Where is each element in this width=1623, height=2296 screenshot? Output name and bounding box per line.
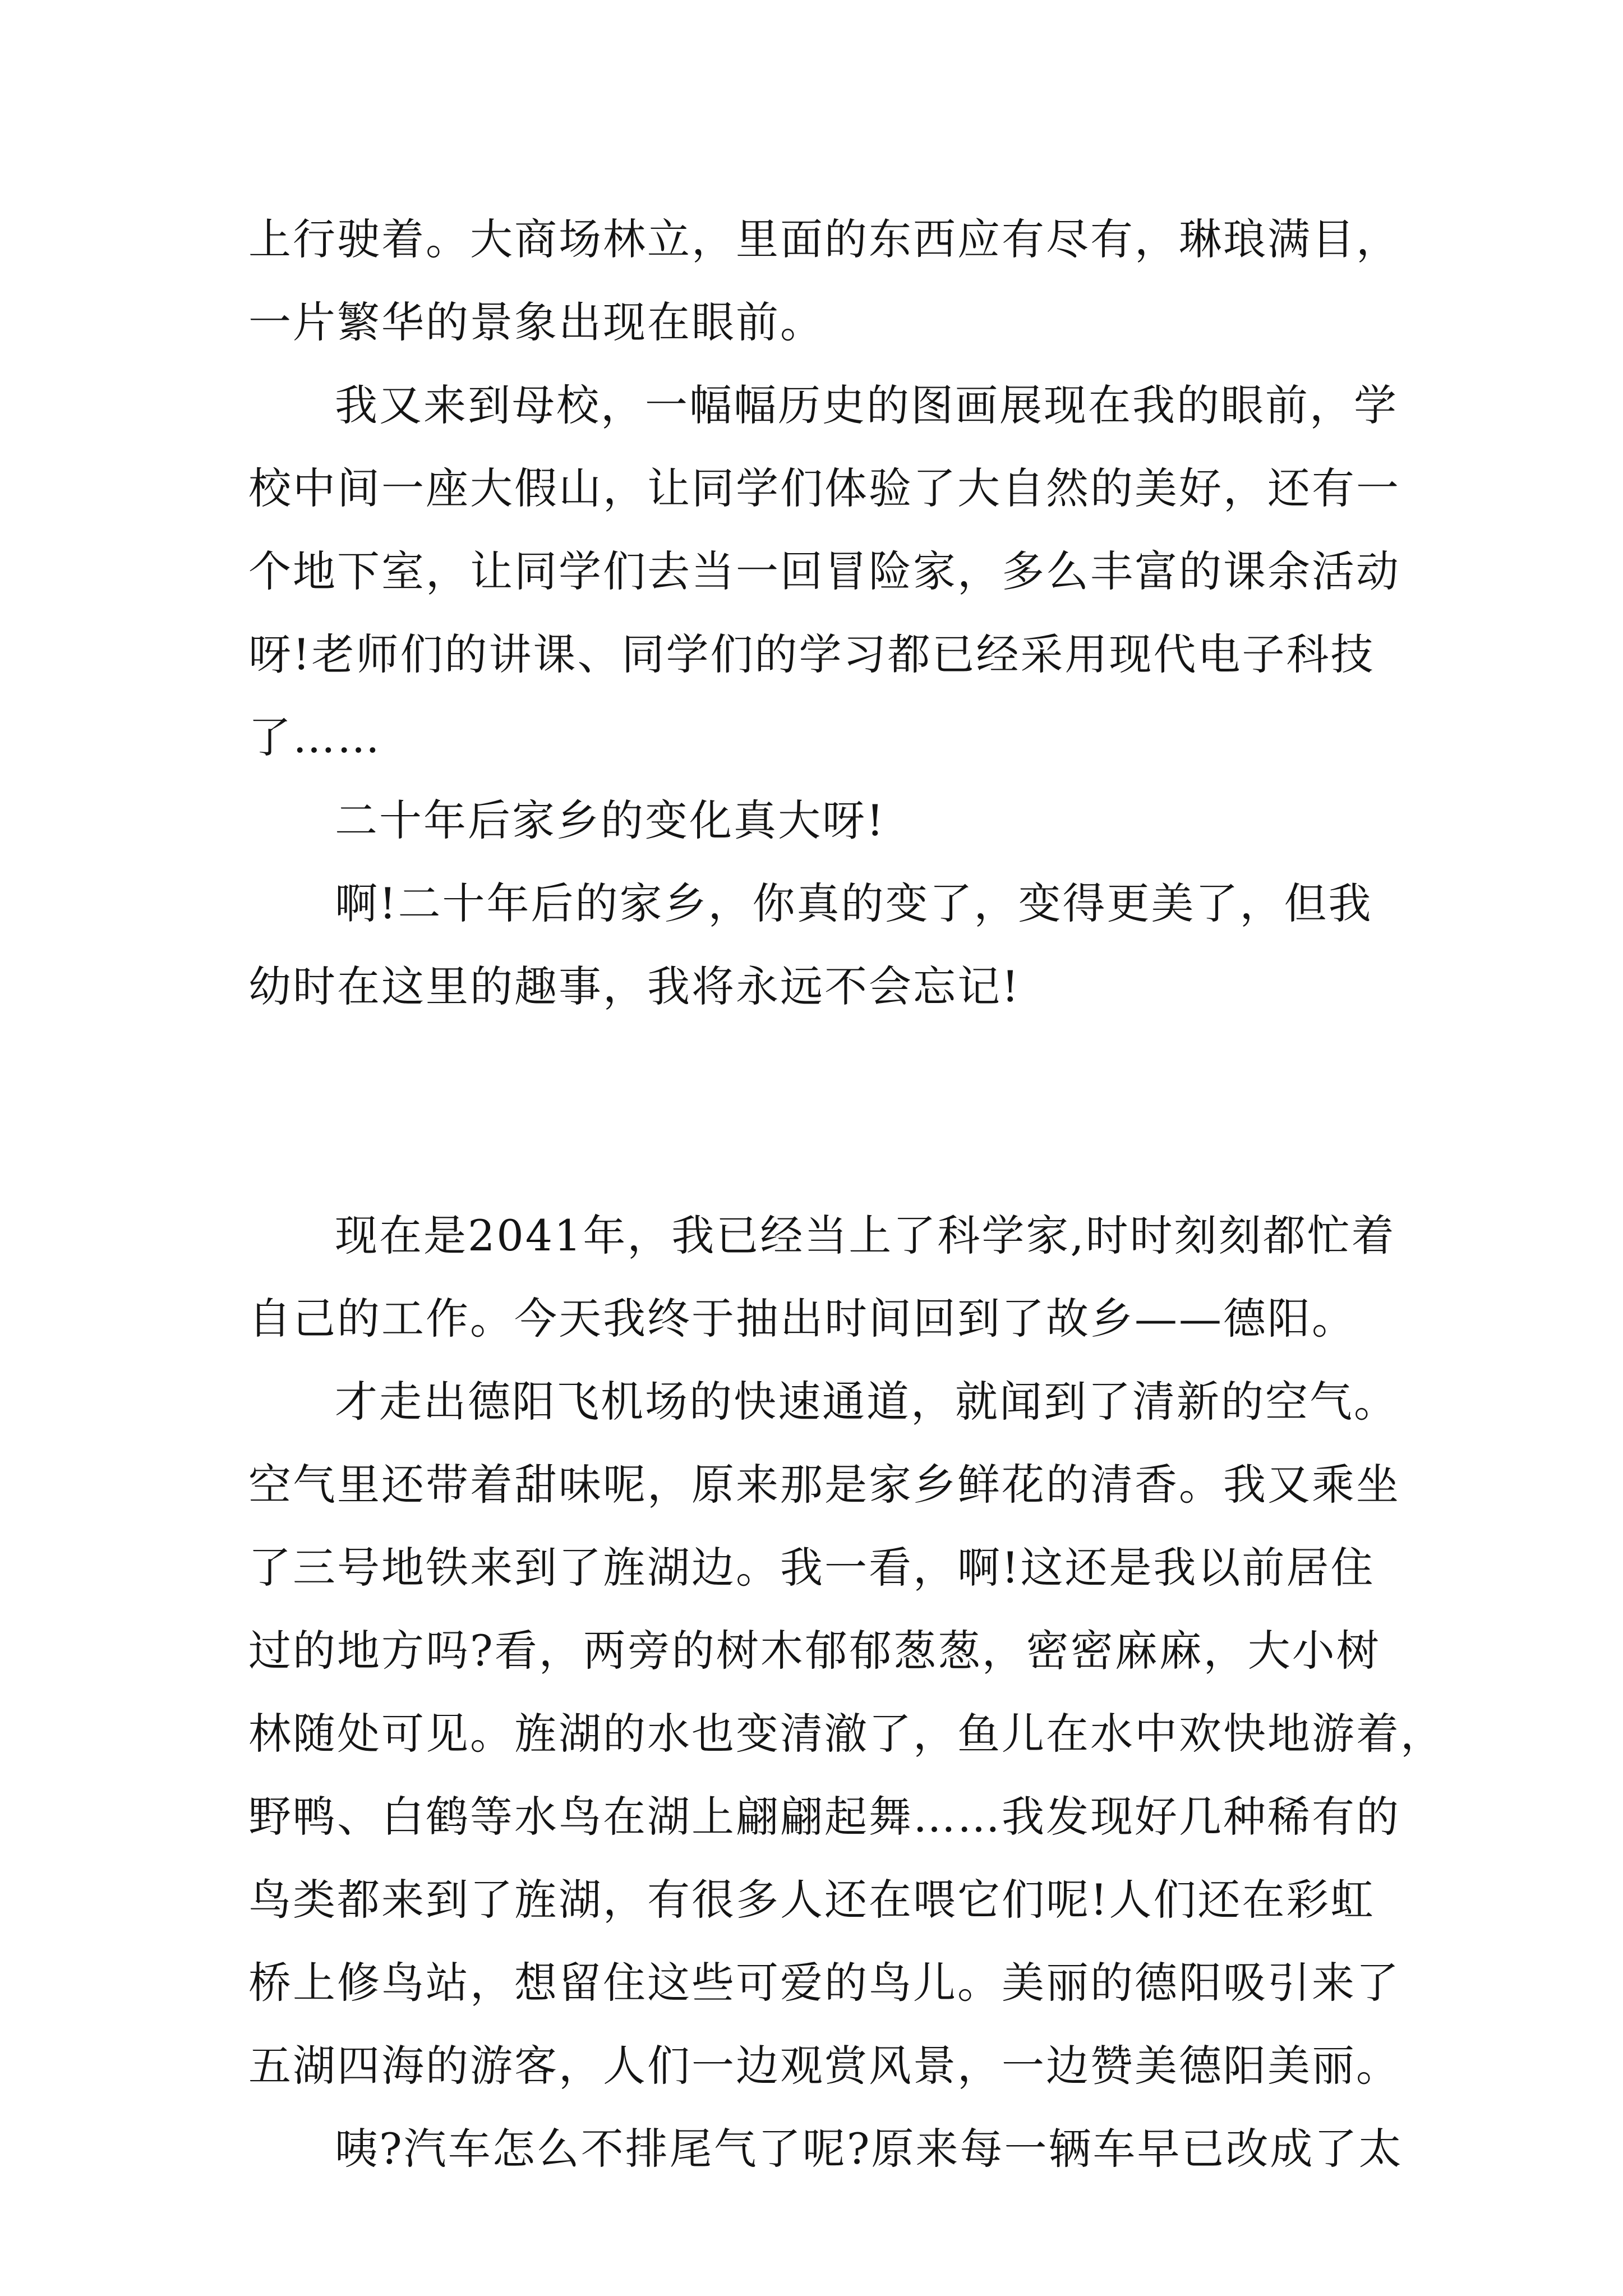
text-line: 二十年后家乡的变化真大呀!: [335, 795, 886, 845]
text-line: 了……: [248, 712, 381, 762]
text-line: 个地下室，让同学们去当一回冒险家，多么丰富的课余活动: [248, 546, 1400, 596]
text-line: 桥上修鸟站，想留住这些可爱的鸟儿。美丽的德阳吸引来了: [248, 1958, 1400, 2008]
essay-body: [248, 198, 1445, 2191]
paragraph-4: [248, 862, 1422, 1028]
section-heading: [248, 1028, 1422, 1111]
text-line: 我又来到母校，一幅幅历史的图画展现在我的眼前，学: [335, 380, 1398, 430]
paragraph-1: [248, 198, 1422, 364]
paragraph-7: [248, 2108, 1422, 2191]
paragraph-2: [248, 364, 1422, 779]
text-line: 上行驶着。大商场林立，里面的东西应有尽有，琳琅满目，: [248, 214, 1400, 264]
text-line: 自己的工作。今天我终于抽出时间回到了故乡——德阳。: [248, 1294, 1356, 1343]
paragraph-6: [248, 1360, 1445, 2108]
text-line: 过的地方吗?看，两旁的树木郁郁葱葱，密密麻麻，大小树: [248, 1626, 1381, 1676]
text-line: 野鸭、白鹤等水鸟在湖上翩翩起舞……我发现好几种稀有的: [248, 1792, 1400, 1842]
text-line: 现在是2041年，我已经当上了科学家,时时刻刻都忙着: [335, 1211, 1396, 1260]
text-line: 呀!老师们的讲课、同学们的学习都已经采用现代电子科技: [248, 629, 1375, 679]
text-line: 咦?汽车怎么不排尾气了呢?原来每一辆车早已改成了太: [335, 2124, 1403, 2174]
text-line: 一片繁华的景象出现在眼前。: [248, 297, 824, 347]
text-line: 鸟类都来到了旌湖，有很多人还在喂它们呢!人们还在彩虹: [248, 1875, 1375, 1925]
text-line: 林随处可见。旌湖的水也变清澈了，鱼儿在水中欢快地游着，: [248, 1709, 1445, 1759]
text-line: 幼时在这里的趣事，我将永远不会忘记!: [248, 961, 1021, 1011]
blank-line: [248, 1111, 1422, 1194]
text-line: 才走出德阳飞机场的快速通道，就闻到了清新的空气。: [335, 1377, 1398, 1427]
text-line: 啊!二十年后的家乡，你真的变了，变得更美了，但我: [335, 878, 1373, 928]
text-line: 了三号地铁来到了旌湖边。我一看，啊!这还是我以前居住: [248, 1543, 1375, 1593]
text-line: 校中间一座大假山，让同学们体验了大自然的美好，还有一: [248, 463, 1400, 513]
text-line: 空气里还带着甜味呢，原来那是家乡鲜花的清香。我又乘坐: [248, 1460, 1400, 1510]
text-line: 五湖四海的游客，人们一边观赏风景，一边赞美德阳美丽。: [248, 2041, 1400, 2091]
paragraph-3: [248, 779, 1422, 862]
paragraph-5: [248, 1194, 1422, 1360]
